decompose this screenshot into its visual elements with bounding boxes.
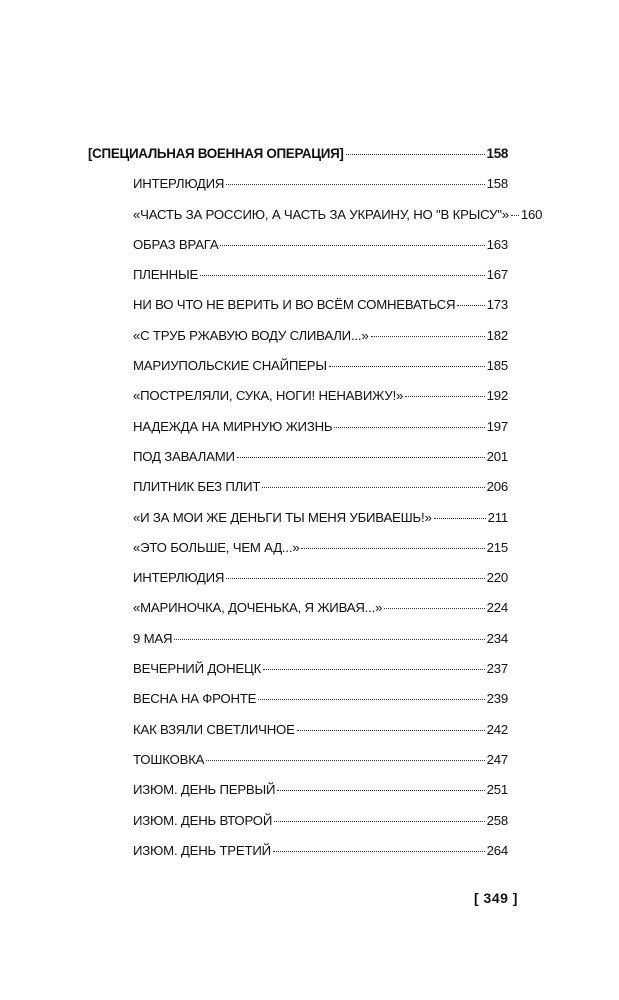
toc-entry bbox=[88, 237, 508, 267]
toc-entry-title: 9 МАЯ bbox=[133, 630, 173, 646]
toc-entry-page: 251 bbox=[486, 782, 508, 798]
toc-entry-page: 237 bbox=[486, 661, 508, 677]
toc-dot-leader bbox=[434, 518, 486, 519]
toc-dot-leader bbox=[511, 215, 519, 216]
toc-entry bbox=[88, 206, 543, 237]
toc-dot-leader bbox=[200, 275, 485, 276]
toc-entry-title: ИЗЮМ. ДЕНЬ ПЕРВЫЙ bbox=[133, 782, 276, 798]
toc-entry bbox=[88, 722, 508, 752]
toc-entry-page: 197 bbox=[486, 418, 508, 434]
toc-dot-leader bbox=[174, 639, 484, 640]
toc-section-title: [СПЕЦИАЛЬНАЯ ВОЕННАЯ ОПЕРАЦИЯ] bbox=[88, 146, 344, 161]
toc-entry bbox=[88, 328, 508, 358]
toc-entry-title: ОБРАЗ ВРАГА bbox=[133, 236, 219, 252]
toc-dot-leader bbox=[273, 851, 485, 852]
toc-dot-leader bbox=[262, 487, 484, 488]
toc-entry-title: МАРИУПОЛЬСКИЕ СНАЙПЕРЫ bbox=[133, 358, 327, 374]
toc-entry-title: «С ТРУБ РЖАВУЮ ВОДУ СЛИВАЛИ...» bbox=[133, 327, 369, 343]
toc-entry bbox=[88, 661, 508, 691]
toc-entry-page: 167 bbox=[486, 267, 508, 283]
toc-entry-title: «ЭТО БОЛЬШЕ, ЧЕМ АД...» bbox=[133, 539, 300, 555]
toc-entry bbox=[88, 782, 508, 812]
toc-dot-leader bbox=[226, 184, 484, 185]
toc-entry-page: 211 bbox=[487, 509, 508, 525]
toc-dot-leader bbox=[346, 154, 485, 155]
toc-entry-page: 247 bbox=[486, 751, 508, 767]
toc-entry bbox=[88, 631, 508, 661]
toc-entry-page: 224 bbox=[486, 600, 508, 616]
toc-entry bbox=[88, 752, 508, 782]
toc-entry-title: ИНТЕРЛЮДИЯ bbox=[133, 570, 225, 586]
toc-entry-title: ИЗЮМ. ДЕНЬ ТРЕТИЙ bbox=[133, 842, 271, 858]
toc-entry-page: 239 bbox=[486, 691, 508, 707]
toc-dot-leader bbox=[297, 730, 485, 731]
toc-entry-list bbox=[88, 176, 543, 873]
toc-entry-page: 192 bbox=[486, 388, 508, 404]
toc-entry-title: НАДЕЖДА НА МИРНУЮ ЖИЗНЬ bbox=[133, 418, 333, 434]
toc-entry-title: «МАРИНОЧКА, ДОЧЕНЬКА, Я ЖИВАЯ...» bbox=[133, 600, 383, 616]
toc-dot-leader bbox=[405, 396, 484, 397]
toc-entry bbox=[88, 570, 508, 600]
toc-entry-page: 158 bbox=[486, 176, 508, 192]
toc-entry-page: 160 bbox=[520, 206, 543, 222]
toc-entry-title: «И ЗА МОИ ЖЕ ДЕНЬГИ ТЫ МЕНЯ УБИВАЕШЬ!» bbox=[133, 509, 432, 525]
toc-dot-leader bbox=[206, 760, 484, 761]
toc-entry-title: ИНТЕРЛЮДИЯ bbox=[133, 176, 225, 192]
toc-entry bbox=[88, 600, 508, 630]
toc-entry bbox=[88, 510, 508, 540]
toc-entry-page: 206 bbox=[486, 479, 508, 495]
toc-entry-page: 264 bbox=[486, 842, 508, 858]
toc-dot-leader bbox=[274, 821, 484, 822]
toc-entry-title: ПЛЕННЫЕ bbox=[133, 267, 199, 283]
toc-dot-leader bbox=[334, 427, 484, 428]
toc-dot-leader bbox=[258, 699, 484, 700]
toc-entry-page: 220 bbox=[486, 570, 508, 586]
toc-dot-leader bbox=[329, 366, 485, 367]
toc-entry-page: 185 bbox=[486, 358, 508, 374]
toc-entry-title: КАК ВЗЯЛИ СВЕТЛИЧНОЕ bbox=[133, 721, 295, 737]
toc-entry-page: 163 bbox=[486, 236, 508, 252]
toc-entry-page: 242 bbox=[486, 721, 508, 737]
toc-entry-title: ВЕЧЕРНИЙ ДОНЕЦК bbox=[133, 661, 262, 677]
toc-entry bbox=[88, 449, 508, 479]
toc-entry-title: ПЛИТНИК БЕЗ ПЛИТ bbox=[133, 479, 261, 495]
toc-entry-page: 215 bbox=[486, 539, 508, 555]
toc-entry-title: ТОШКОВКА bbox=[133, 751, 205, 767]
toc-entry bbox=[88, 843, 508, 873]
toc-entry bbox=[88, 691, 508, 721]
toc-dot-leader bbox=[226, 578, 484, 579]
toc-entry-page: 201 bbox=[486, 448, 508, 464]
toc-dot-leader bbox=[277, 790, 484, 791]
toc-entry-title: «ЧАСТЬ ЗА РОССИЮ, А ЧАСТЬ ЗА УКРАИНУ, НО "В КРЫСУ"» bbox=[133, 206, 509, 222]
toc-dot-leader bbox=[371, 336, 485, 337]
toc-dot-leader bbox=[384, 608, 484, 609]
toc-section-heading bbox=[88, 146, 508, 176]
toc-entry-page: 234 bbox=[486, 630, 508, 646]
toc-entry bbox=[88, 813, 508, 843]
toc-entry bbox=[88, 358, 508, 388]
toc-entry-title: ИЗЮМ. ДЕНЬ ВТОРОЙ bbox=[133, 812, 273, 828]
toc-dot-leader bbox=[263, 669, 485, 670]
toc-entry-page: 182 bbox=[486, 327, 508, 343]
toc-entry-title: «ПОСТРЕЛЯЛИ, СУКА, НОГИ! НЕНАВИЖУ!» bbox=[133, 388, 404, 404]
toc-entry bbox=[88, 297, 508, 327]
toc-dot-leader bbox=[457, 305, 484, 306]
toc-entry bbox=[88, 540, 508, 570]
toc-entry bbox=[88, 388, 508, 418]
toc-entry bbox=[88, 479, 508, 509]
toc-entry-title: ПОД ЗАВАЛАМИ bbox=[133, 448, 235, 464]
toc-entry-title: ВЕСНА НА ФРОНТЕ bbox=[133, 691, 257, 707]
toc-section-page: 158 bbox=[486, 146, 508, 161]
toc-entry-page: 258 bbox=[486, 812, 508, 828]
toc-entry-title: НИ ВО ЧТО НЕ ВЕРИТЬ И ВО ВСЁМ СОМНЕВАТЬСЯ bbox=[133, 297, 456, 313]
page-number: [ 349 ] bbox=[474, 890, 518, 906]
toc-entry bbox=[88, 176, 508, 206]
toc-dot-leader bbox=[220, 245, 484, 246]
table-of-contents bbox=[88, 146, 543, 873]
toc-dot-leader bbox=[237, 457, 485, 458]
toc-entry-page: 173 bbox=[486, 297, 508, 313]
toc-dot-leader bbox=[301, 548, 484, 549]
toc-entry bbox=[88, 419, 508, 449]
toc-entry bbox=[88, 267, 508, 297]
